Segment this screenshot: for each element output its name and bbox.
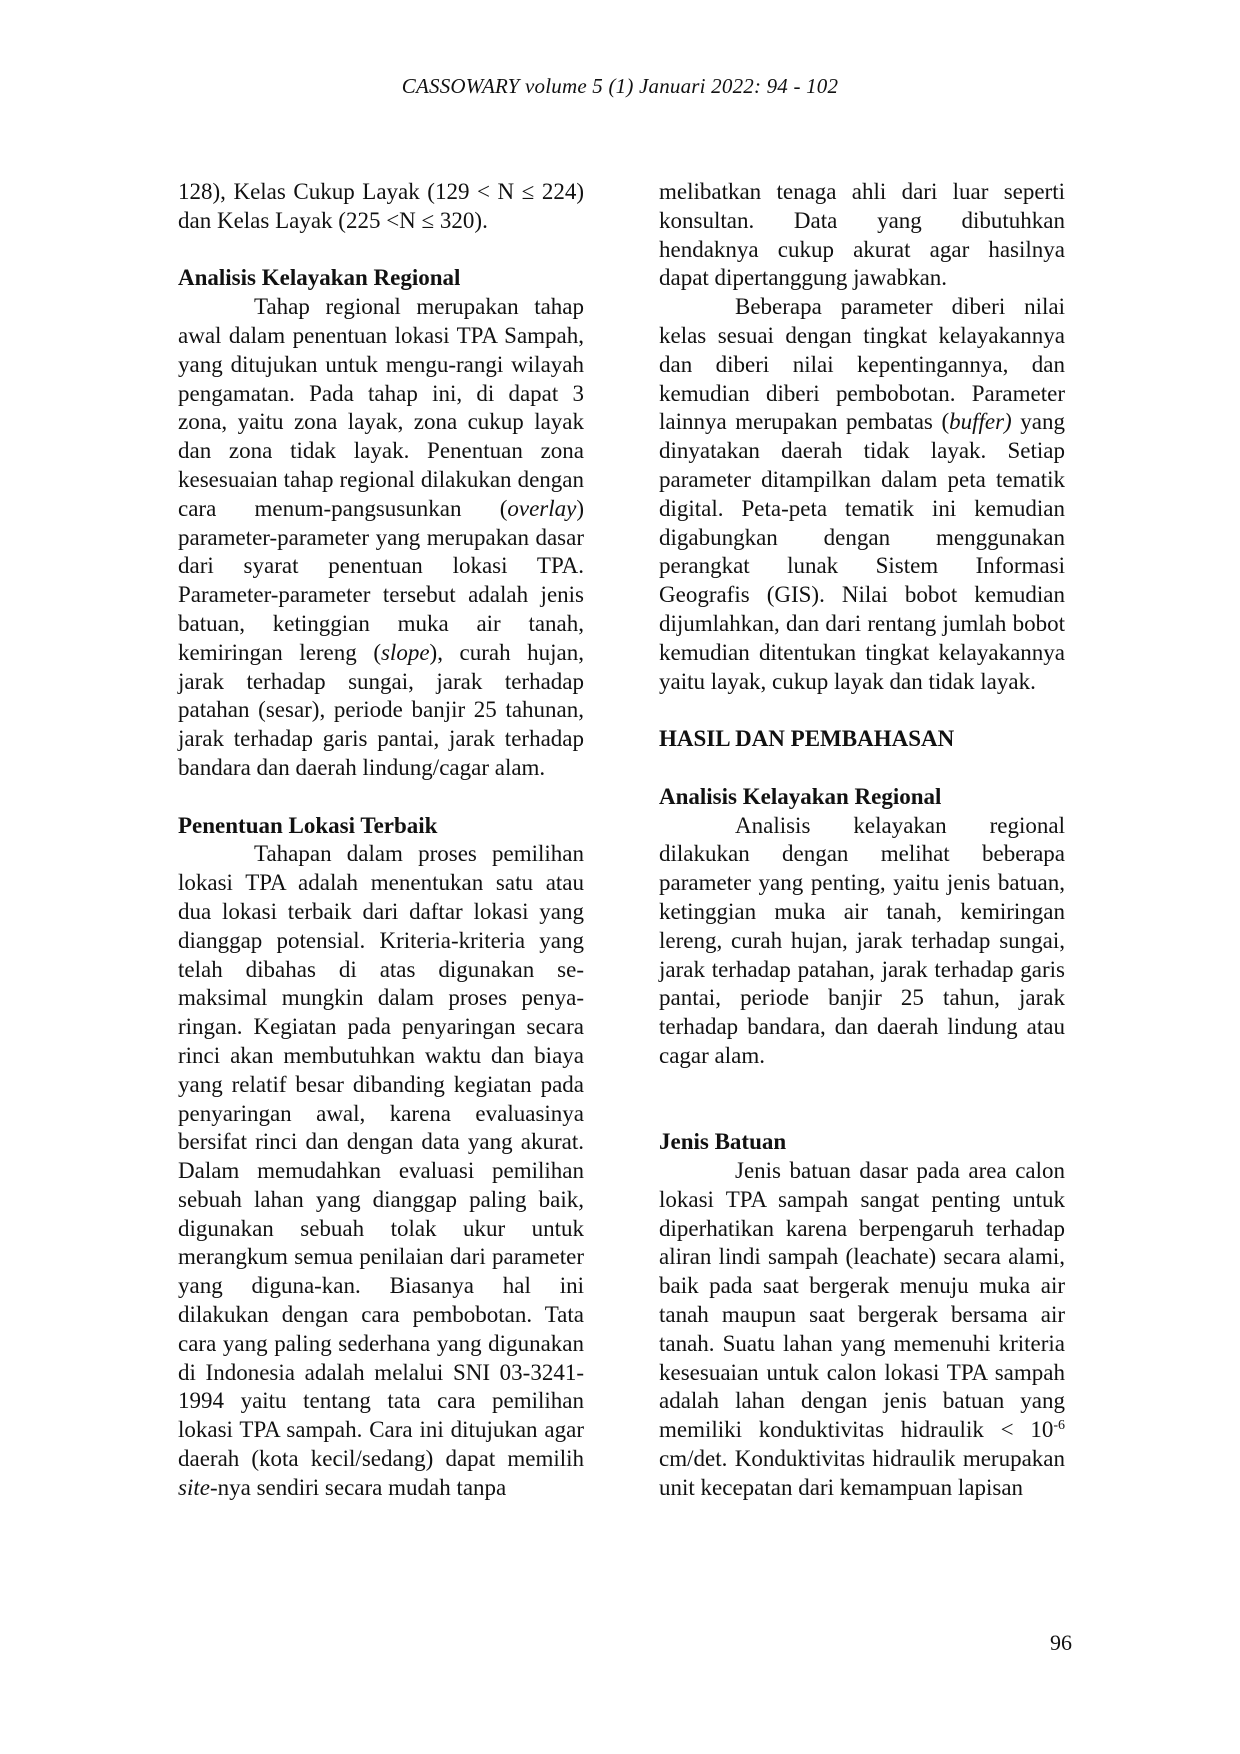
- main-heading-hasil-dan-pembahasan: HASIL DAN PEMBAHASAN: [659, 726, 955, 752]
- term-site: site: [178, 1474, 210, 1500]
- paragraph-tahap-regional: Tahap regional merupakan tahap awal dalam penentuan lokasi TPA Sampah, yang ditujukan untuk mengu-rangi wilayah pengamatan. Pada tahap ini, di dapat 3 zona, yaitu zona layak, zona cukup layak dan zona tidak layak. Penentuan zona kesesuaian tahap regional dilakukan dengan cara menum-pangsusunkan (overlay) parameter-parameter yang merupakan dasar dari syarat penentuan lokasi TPA. Parameter-parameter tersebut adalah jenis batuan, ketinggian muka air tanah, kemiringan lereng (slope), curah hujan, jarak terhadap sungai, jarak terhadap patahan (sesar), periode banjir 25 tahunan, jarak terhadap garis pantai, jarak terhadap bandara dan daerah lindung/cagar alam.: [178, 294, 584, 780]
- paragraph-continuation: 128), Kelas Cukup Layak (129 < N ≤ 224) dan Kelas Layak (225 <N ≤ 320).: [178, 179, 584, 233]
- term-slope: slope: [380, 639, 430, 665]
- paragraph-continuation-right: melibatkan tenaga ahli dari luar seperti konsultan. Data yang dibutuhkan hendaknya cukup akurat agar hasilnya dapat dipertanggung jawabkan.: [659, 179, 1065, 291]
- paragraph-tahapan-pemilihan: Tahapan dalam proses pemilihan lokasi TPA adalah menentukan satu atau dua lokasi terbaik dari daftar lokasi yang dianggap potensial. Kriteria-kriteria yang telah dibahas di atas digunakan se-maksimal mungkin dalam proses penya-ringan. Kegiatan pada penyaringan secara rinci akan membutuhkan waktu dan biaya yang relatif besar dibanding kegiatan pada penyaringan awal, karena evaluasinya bersifat rinci dan dengan data yang akurat. Dalam memudahkan evaluasi pemilihan sebuah lahan yang dianggap paling baik, digunakan sebuah tolak ukur untuk merangkum semua penilaian dari parameter yang diguna-kan. Biasanya hal ini dilakukan dengan cara pembobotan. Tata cara yang paling sederhana yang digunakan di Indonesia adalah melalui SNI 03-3241-1994 yaitu tentang tata cara pemilihan lokasi TPA sampah. Cara ini ditujukan agar daerah (kota kecil/sedang) dapat memilih site-nya sendiri secara mudah tanpa: [178, 841, 584, 1500]
- running-header: CASSOWARY volume 5 (1) Januari 2022: 94 - 102: [401, 74, 839, 98]
- paragraph-analisis-kelayakan: Analisis kelayakan regional dilakukan dengan melihat beberapa parameter yang penting, yaitu jenis batuan, ketinggian muka air tanah, kemiringan lereng, curah hujan, jarak terhadap sungai, jarak terhadap patahan, jarak terhadap garis pantai, periode banjir 25 tahun, jarak terhadap bandara, dan daerah lindung atau cagar alam.: [659, 812, 1065, 1068]
- section-heading-jenis-batuan: Jenis Batuan: [659, 1129, 787, 1155]
- exponent: -6: [1053, 1418, 1065, 1434]
- section-heading-analisis-kelayakan-regional-2: Analisis Kelayakan Regional: [659, 783, 942, 809]
- right-column: [659, 178, 1065, 1503]
- paragraph-parameter-pembobotan: Beberapa parameter diberi nilai kelas sesuai dengan tingkat kelayakannya dan diberi nilai kepentingannya, dan kemudian diberi pembobotan. Parameter lainnya merupakan pembatas (buffer) yang dinyatakan daerah tidak layak. Setiap parameter ditampilkan dalam peta tematik digital. Peta-peta tematik ini kemudian digabungkan dengan menggunakan perangkat lunak Sistem Informasi Geografis (GIS). Nilai bobot kemudian dijumlahkan, dan dari rentang jumlah bobot kemudian ditentukan tingkat kelayakannya yaitu layak, cukup layak dan tidak layak.: [659, 294, 1065, 694]
- section-heading-analisis-kelayakan-regional: Analisis Kelayakan Regional: [178, 265, 461, 291]
- term-buffer: buffer): [949, 409, 1012, 435]
- section-heading-penentuan-lokasi-terbaik: Penentuan Lokasi Terbaik: [178, 812, 438, 838]
- paragraph-jenis-batuan: Jenis batuan dasar pada area calon lokasi TPA sampah sangat penting untuk diperhatikan karena berpengaruh terhadap aliran lindi sampah (leachate) secara alami, baik pada saat bergerak menuju muka air tanah maupun saat bergerak bersama air tanah. Suatu lahan yang memenuhi kriteria kesesuaian untuk calon lokasi TPA sampah adalah lahan dengan jenis batuan yang memiliki konduktivitas hidraulik < $10^{-6}$ cm/det. Konduktivitas hidraulik merupakan unit kecepatan dari kemampuan lapisan: [659, 1158, 1065, 1500]
- page-number: 96: [1050, 1630, 1072, 1655]
- left-column: [178, 178, 584, 1503]
- term-overlay: overlay: [507, 495, 577, 521]
